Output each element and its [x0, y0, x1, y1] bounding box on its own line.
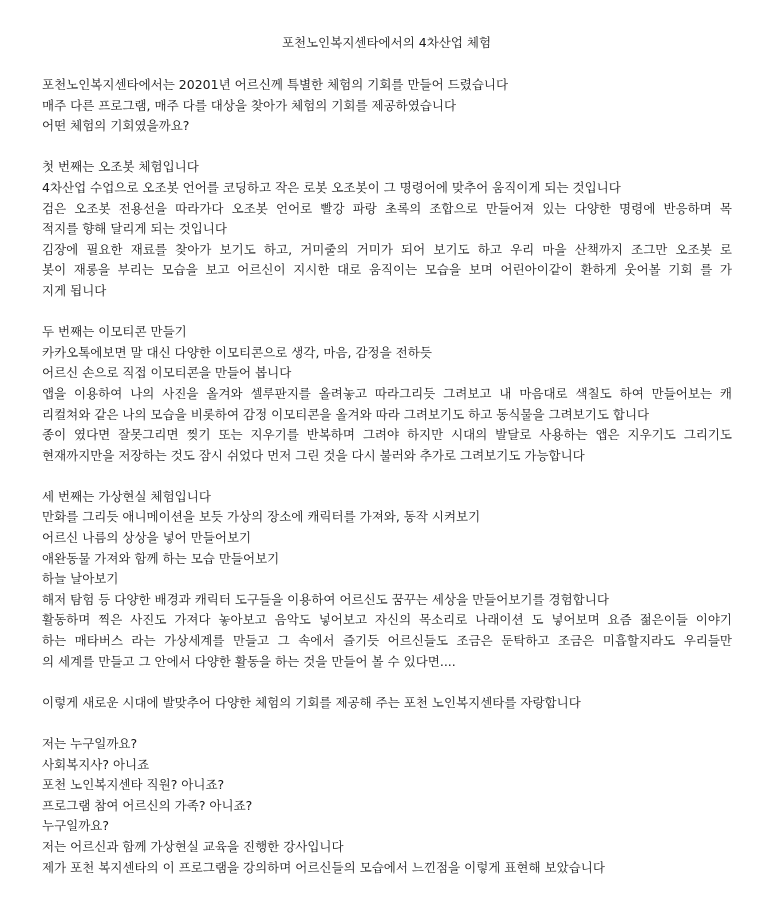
text-line: 봇이 재롱을 부리는 모습을 보고 어르신이 지시한 대로 움직이는 모습을 보며 어린아이같이 환하게 웃어볼 기회 를 가 [42, 262, 732, 278]
text-line: 하는 매타버스 라는 가상세계를 만들고 그 속에서 즐기듯 어르신들도 조금은 둔탁하고 조금은 미흡할지라도 우리들만 [42, 633, 732, 649]
text-line: 저는 어르신과 함께 가상현실 교육을 진행한 강사입니다 [42, 838, 344, 854]
document-title: 포천노인복지센타에서의 4차산업 체험 [281, 35, 492, 50]
text-line: 어르신 나름의 상상을 넣어 만들어보기 [42, 530, 252, 546]
text-line: 적지를 향해 달리게 되는 것입니다 [42, 221, 227, 237]
section-emoticon [42, 322, 732, 466]
text-line: 누구일까요? [42, 818, 110, 834]
text-line: 제가 포천 복지센타의 이 프로그램을 강의하며 어르신들의 모습에서 느낀점을 이렇게 표현해 보았습니다 [42, 859, 605, 875]
text-line: 4차산업 수업으로 오조봇 언어를 코딩하고 작은 로봇 오조봇이 그 명령어에 맞추어 움직이게 되는 것입니다 [42, 179, 621, 195]
qa-paragraph [42, 734, 732, 878]
text-line: 포천 노인복지센타 직원? 아니죠? [42, 777, 225, 793]
text-line: 카카오톡에보면 말 대신 다양한 이모티콘으로 생각, 마음, 감정을 전하듯 [42, 344, 432, 360]
section-heading: 세 번째는 가상현실 체험입니다 [42, 488, 211, 504]
text-line: 의 세계를 만들고 그 안에서 다양한 활동을 하는 것을 만들어 볼 수 있다면.... [42, 653, 456, 669]
section-heading: 두 번째는 이모티콘 만들기 [42, 324, 187, 340]
section-virtual-reality [42, 487, 732, 672]
text-line: 저는 누구일까요? [42, 736, 138, 751]
text-line: 검은 오조봇 전용선을 따라가다 오조봇 언어로 빨강 파랑 초록의 조합으로 만들어져 있는 다양한 명령에 반응하며 목 [42, 200, 732, 216]
text-line: 앱을 이용하여 나의 사진을 올겨와 셀루판지를 올려놓고 따라그리듯 그려보고 내 마음대로 색칠도 하여 만들어보는 캐 [42, 385, 732, 401]
closing-paragraph [42, 693, 732, 714]
text-line: 매주 다른 프로그램, 매주 다를 대상을 찾아가 체험의 기회를 제공하였습니다 [42, 97, 457, 113]
section-heading: 첫 번째는 오조봇 체험입니다 [42, 159, 199, 175]
text-line: 리컬쳐와 같은 나의 모습을 비롯하여 감정 이모티콘을 올겨와 따라 그려보기도 하고 동식물을 그려보기도 합니다 [42, 406, 650, 422]
text-line: 하늘 날아보기 [42, 571, 119, 587]
text-line: 어르신 손으로 직접 이모티콘을 만들어 봅니다 [42, 365, 292, 381]
intro-paragraph [42, 75, 732, 137]
text-line: 해저 탐험 등 다양한 배경과 캐릭터 도구들을 이용하여 어르신도 꿈꾸는 세상을 만들어보기를 경험합니다 [42, 591, 609, 607]
text-line: 이렇게 새로운 시대에 발맞추어 다양한 체험의 기회를 제공해 주는 포천 노인복지센타를 자랑합니다 [42, 694, 581, 710]
section-ozobot [42, 157, 732, 301]
document-body [42, 75, 732, 899]
text-line: 종이 였다면 잘못그리면 찢기 또는 지우기를 반복하며 그려야 하지만 시대의 발달로 사용하는 앱은 지우기도 그리기도 [42, 427, 732, 443]
text-line: 애완동물 가져와 함께 하는 모습 만들어보기 [42, 550, 280, 566]
text-line: 현재까지만을 저장하는 것도 잠시 쉬었다 먼저 그린 것을 다시 불러와 추가로 그려보기도 가능합니다 [42, 447, 585, 463]
text-line: 어떤 체험의 기회였을까요? [42, 118, 190, 134]
text-line: 활동하며 찍은 사진도 가져다 놓아보고 음악도 넣어보고 자신의 목소리로 나래이션 도 넣어보며 요즘 젊은이들 이야기 [42, 612, 732, 628]
text-line: 프로그램 참여 어르신의 가족? 아니죠? [42, 797, 253, 813]
text-line: 포천노인복지센타에서는 20201년 어르신께 특별한 체험의 기회를 만들어 드렸습니다 [42, 77, 509, 92]
text-line: 지게 됩니다 [42, 282, 107, 298]
text-line: 김장에 필요한 재료를 찾아가 보기도 하고, 거미줄의 거미가 되어 보기도 하고 우리 마을 산책까지 조그만 오조봇 로 [42, 241, 732, 257]
text-line: 사회복지사? 아니죠 [42, 756, 150, 772]
text-line: 만화를 그리듯 애니메이션을 보듯 가상의 장소에 캐릭터를 가져와, 동작 시켜보기 [42, 509, 481, 525]
